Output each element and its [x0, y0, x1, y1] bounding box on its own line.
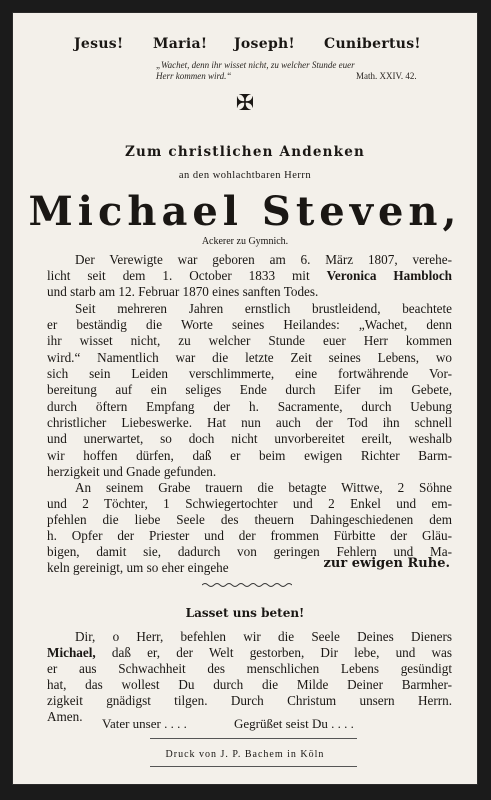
divider-top	[150, 738, 357, 739]
bio-line: wir hoffen dürfen, daß er beim ewigen Richter Barm-	[47, 448, 452, 463]
bio-line: er beständig die Worte seines Heilandes: „Wachet, denn	[47, 317, 452, 332]
bio-line: Seit mehreren Jahren ernstlich brustleidend, beachtete	[75, 301, 452, 316]
saint-jesus: Jesus!	[74, 36, 124, 52]
motto-line-2: Herr kommen wird.“	[156, 71, 232, 81]
deceased-name-inline: Michael,	[47, 645, 96, 660]
divider-bottom	[150, 766, 357, 767]
bio-line: An seinem Grabe trauern die betagte Wittwe, 2 Söhne	[75, 480, 452, 495]
saint-maria: Maria!	[153, 36, 208, 52]
bio-line: pfehlen die liebe Seele des theuern Dahingeschiedenen dem	[47, 512, 452, 527]
cross-icon: ✠	[235, 91, 255, 116]
prayer-title: Lasset uns beten!	[185, 606, 305, 620]
printer-credit: Druck von J. P. Bachem in Köln	[165, 749, 325, 760]
bio-line: christlicher Liebeswerke. Hat nun auch der Tod ihn schnell	[47, 415, 452, 430]
bio-line: bereitung auf ein seliges Ende durch Eifer im Gebete,	[47, 382, 452, 397]
prayer-line: zigkeit gnädigst tilgen. Durch Christum unsern Herrn.	[47, 693, 452, 708]
bio-line: durch öftern Empfang der h. Sacramente, durch Uebung	[47, 399, 452, 414]
saint-joseph: Joseph!	[234, 36, 295, 52]
bio-line: bigen, damit sie, dadurch von geringen Fehlern und Ma-	[47, 544, 452, 559]
bio-line: keln gereinigt, um so eher eingehe	[47, 560, 229, 575]
bio-line	[47, 268, 452, 284]
prayer-line: Amen.	[47, 709, 83, 724]
saint-cunibertus: Cunibertus!	[324, 36, 421, 52]
bio-line: h. Opfer der Priester und der frommen Fürbitte der Gläu-	[47, 528, 452, 543]
motto-line-1: „Wachet, denn ihr wisset nicht, zu welcher Stunde euer	[156, 60, 355, 70]
bio-line: Der Verewigte war geboren am 6. März 1807, verehe-	[75, 252, 452, 267]
prayer-line: hat, das wollest Du durch die Milde Deiner Barmher-	[47, 677, 452, 692]
memorial-card	[12, 12, 478, 785]
wife-name: Veronica Hambloch	[326, 268, 452, 283]
memorial-title: Zum christlichen Andenken	[124, 144, 366, 160]
bio-line: und 2 Töchter, 1 Schwiegertochter und 2 Enkel und em-	[47, 496, 452, 511]
bio-line: ihr wisset nicht, zu welcher Stunde euer Herr kommen	[47, 333, 452, 348]
deceased-name: Michael Steven,	[28, 188, 462, 235]
bio-line: sich sein Leiden verschlimmerte, eine fortwährende Vor-	[47, 366, 452, 381]
prayer-line	[47, 645, 452, 661]
prayer-closing-right: Gegrüßet seist Du . . . .	[234, 716, 354, 731]
prayer-line: er aus Schwachheit des menschlichen Lebens gesündigt	[47, 661, 452, 676]
bio-line: herzigkeit und Gnade gefunden.	[47, 464, 217, 479]
bio-line: und starb am 12. Februar 1870 eines sanften Todes.	[47, 284, 319, 299]
saints-header	[12, 36, 478, 56]
prayer-line: Dir, o Herr, befehlen wir die Seele Deines Dieners	[75, 629, 452, 644]
closing-phrase: zur ewigen Ruhe.	[323, 556, 450, 571]
bio-line: und unerwartet, so doch nicht unvorbereitet ereilt, weshalb	[47, 431, 452, 446]
prayer-closing-left: Vater unser . . . .	[102, 716, 187, 731]
motto-citation: Math. XXIV. 42.	[356, 71, 417, 81]
wave-divider-icon	[202, 582, 292, 588]
bio-line: wird.“ Namentlich war die letzte Zeit seines Lebens, wo	[47, 350, 452, 365]
deceased-occupation: Ackerer zu Gymnich.	[201, 236, 289, 247]
bio-line-part: licht seit dem 1. October 1833 mit	[47, 268, 310, 283]
prayer-line-part: daß er, der Welt gestorben, Dir lebe, und was	[111, 645, 452, 660]
memorial-subtitle: an den wohlachtbaren Herrn	[178, 170, 312, 181]
